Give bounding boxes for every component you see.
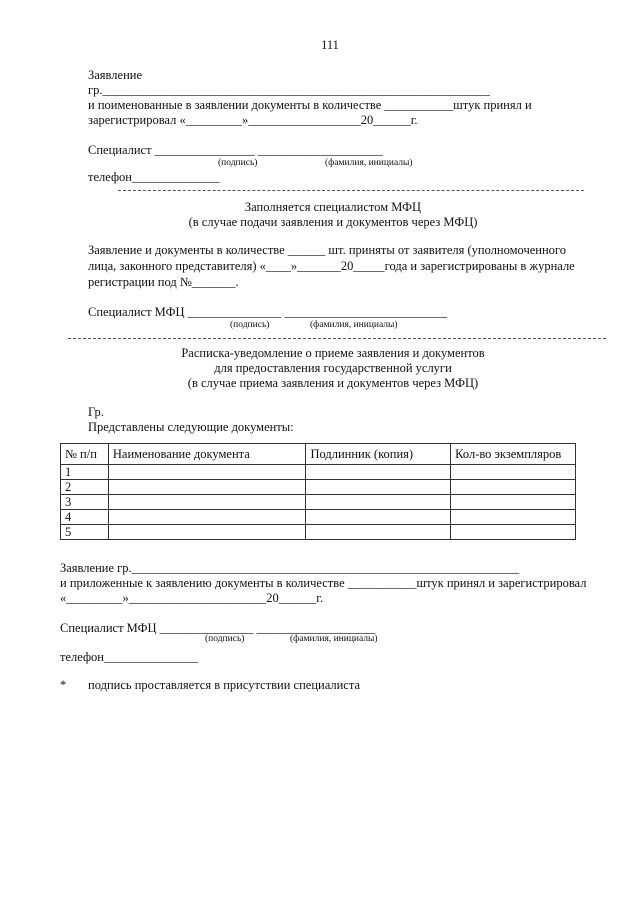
table-cell	[306, 525, 451, 540]
column-header-copies-count: Кол-во экземпляров	[451, 444, 576, 465]
table-cell	[306, 510, 451, 525]
block1-caption-name: (фамилия, инициалы)	[325, 158, 413, 168]
block1-specialist-line: Специалист ________________ ____________________	[88, 143, 383, 157]
block2-caption-name: (фамилия, инициалы)	[310, 320, 398, 330]
table-cell	[451, 465, 576, 480]
table-header-row	[61, 444, 576, 465]
table-cell	[108, 495, 306, 510]
block1-documents-line: и поименованные в заявлении документы в количестве ___________штук принял и	[88, 98, 532, 112]
table-row	[61, 465, 576, 480]
table-row	[61, 525, 576, 540]
receipt-docs-intro: Представлены следующие документы:	[88, 420, 294, 434]
block2-heading: Заполняется специалистом МФЦ	[244, 200, 422, 214]
table-cell	[451, 510, 576, 525]
block1-title: Заявление	[88, 68, 143, 82]
block2-specialist-line: Специалист МФЦ _______________ __________________________	[88, 305, 448, 319]
receipt-subheading: для предоставления государственной услуги	[214, 361, 452, 375]
block2-caption-signature: (подпись)	[230, 320, 270, 330]
receipt-applicant-line: Заявление гр.______________________________________________________________	[60, 561, 520, 575]
column-header-original-copy: Подлинник (копия)	[306, 444, 451, 465]
receipt-heading: Расписка-уведомление о приеме заявления и документов	[181, 346, 485, 360]
receipt-phone: телефон_______________	[60, 650, 198, 664]
block1-applicant-line: гр.______________________________________________________________	[88, 83, 491, 97]
block2-text-line2: лица, законного представителя) «____»_______20_____года и зарегистрированы в журнале	[88, 259, 575, 273]
receipt-registration-line: «_________»______________________20______г.	[60, 591, 324, 605]
separator-line	[118, 190, 584, 191]
receipt-subheading-mfc: (в случае приема заявления и документов через МФЦ)	[187, 376, 479, 390]
documents-table	[60, 443, 576, 540]
table-cell: 3	[61, 495, 109, 510]
block2-text-line3: регистрации под №_______.	[88, 275, 239, 289]
table-row	[61, 480, 576, 495]
receipt-applicant: Гр.	[88, 405, 104, 419]
table-cell: 4	[61, 510, 109, 525]
table-cell	[306, 465, 451, 480]
column-header-number: № п/п	[61, 444, 109, 465]
table-cell	[108, 465, 306, 480]
block1-caption-signature: (подпись)	[218, 158, 258, 168]
receipt-specialist-line: Специалист МФЦ _______________ ___________________	[60, 621, 376, 635]
table-cell: 2	[61, 480, 109, 495]
column-header-document-name: Наименование документа	[108, 444, 306, 465]
table-cell	[306, 495, 451, 510]
table-cell	[306, 480, 451, 495]
table-row	[61, 510, 576, 525]
page-number: 111	[321, 38, 339, 52]
footnote-marker: *	[60, 678, 67, 692]
table-cell: 1	[61, 465, 109, 480]
table-cell	[451, 480, 576, 495]
table-cell	[451, 495, 576, 510]
block2-text-line1: Заявление и документы в количестве ______ шт. приняты от заявителя (уполномоченного	[88, 243, 567, 257]
receipt-caption-signature: (подпись)	[205, 634, 245, 644]
table-cell	[108, 525, 306, 540]
table-cell	[108, 480, 306, 495]
table-cell	[451, 525, 576, 540]
table-cell	[108, 510, 306, 525]
separator-line	[68, 338, 606, 339]
block1-registration-line: зарегистрировал «_________»__________________20______г.	[88, 113, 418, 127]
table-row	[61, 495, 576, 510]
receipt-documents-line: и приложенные к заявлению документы в количестве ___________штук принял и зарегистрировал	[60, 576, 587, 590]
receipt-caption-name: (фамилия, инициалы)	[290, 634, 378, 644]
footnote-text: подпись проставляется в присутствии специалиста	[88, 678, 360, 692]
block1-phone: телефон______________	[88, 170, 220, 184]
table-cell: 5	[61, 525, 109, 540]
block2-subheading: (в случае подачи заявления и документов через МФЦ)	[188, 215, 478, 229]
